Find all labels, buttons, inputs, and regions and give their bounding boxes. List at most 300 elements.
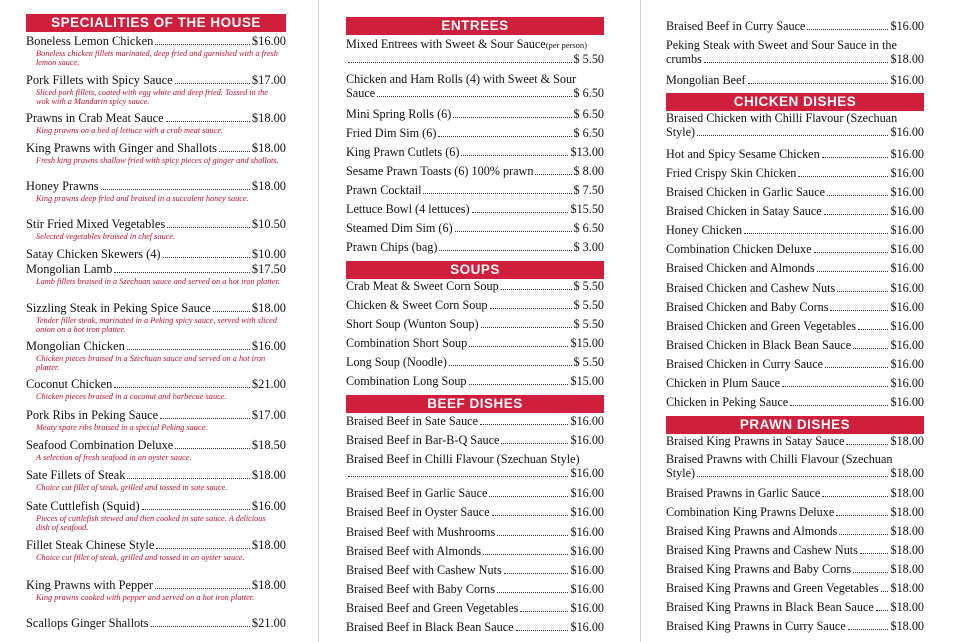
menu-item-price: $18.00 (890, 486, 924, 500)
menu-item-description: Choice cut fillet of steak, grilled and tossed in sate sauce. (36, 483, 228, 492)
menu-item-name: Coconut Chicken (26, 377, 113, 391)
menu-item-description: King prawns on a bed of lettuce with a crab meat sauce. (36, 126, 224, 135)
menu-item-description: Meaty spare ribs braised in a special Peking sauce. (36, 423, 208, 432)
menu-item-price: $18.00 (251, 111, 286, 125)
menu-item-price: $21.00 (251, 616, 286, 630)
menu-item-name: Braised Chicken and Green Vegetables (666, 319, 856, 333)
dot-leader (501, 443, 568, 444)
dot-leader (439, 250, 571, 251)
menu-item (666, 619, 924, 633)
menu-item (346, 505, 604, 519)
menu-item (666, 281, 924, 295)
menu-item-row (346, 486, 604, 500)
menu-item-row (26, 377, 286, 391)
menu-item-name: Crab Meat & Sweet Corn Soup (346, 279, 499, 293)
dot-leader (114, 387, 250, 388)
menu-item-name: Mongolian Chicken (26, 339, 125, 353)
dot-leader (160, 418, 250, 419)
menu-item-price: $16.00 (570, 601, 604, 615)
dot-leader (798, 176, 888, 177)
menu-item-name: Braised Chicken in Black Bean Sauce (666, 338, 852, 352)
menu-item-name: Braised Chicken and Cashew Nuts (666, 281, 836, 295)
menu-item-name-start: Chicken and Ham Rolls (4) with Sweet & Sour (346, 72, 577, 86)
section-heading-beef-dishes: BEEF DISHES (346, 395, 604, 413)
menu-item-row (346, 126, 604, 140)
menu-item-row (26, 217, 286, 231)
menu-item-row (346, 183, 604, 197)
menu-item-price: $18.50 (251, 438, 286, 452)
menu-item-name: Braised Chicken and Baby Corns (666, 300, 829, 314)
menu-item-price: $16.00 (890, 185, 924, 199)
menu-item (666, 581, 924, 595)
dot-leader (827, 195, 888, 196)
menu-item-name-start: Braised Chicken with Chilli Flavour (Szechuan (666, 111, 898, 125)
menu-item-description: Lamb fillets braised in a Szechuan sauce and served on a hot iron platter. (36, 277, 280, 286)
menu-item-name-start: Peking Steak with Sweet and Sour Sauce in the (666, 38, 897, 52)
dot-leader (155, 588, 250, 589)
menu-item (26, 377, 286, 401)
menu-item (346, 221, 604, 235)
menu-item-description: Tender fillet steak, marinated in a Peking spicy sauce, served with sliced onion on a hot iron platter. (36, 316, 277, 334)
dot-leader (438, 136, 571, 137)
dot-leader (166, 121, 250, 122)
menu-item-name: Braised Beef with Cashew Nuts (346, 563, 502, 577)
menu-item-name-start: Braised Beef in Chilli Flavour (Szechuan Style) (346, 452, 580, 466)
menu-item-name: Style) (666, 466, 696, 480)
menu-item-row (26, 616, 286, 630)
menu-item (26, 538, 286, 562)
menu-item (666, 38, 924, 66)
menu-item-row (666, 581, 924, 595)
menu-item-row (26, 499, 286, 513)
dot-leader (790, 405, 888, 406)
menu-item-name: Braised Chicken in Garlic Sauce (666, 185, 826, 199)
menu-item (26, 179, 286, 203)
menu-item-name: Braised Beef in Sate Sauce (346, 414, 478, 428)
menu-item (666, 261, 924, 275)
menu-item-price: $ 6.50 (573, 86, 604, 100)
menu-item-price: $10.00 (251, 247, 286, 261)
menu-item-name: Satay Chicken Skewers (4) (26, 247, 161, 261)
dot-leader (860, 553, 889, 554)
menu-item-name: Stir Fried Mixed Vegetables (26, 217, 166, 231)
menu-item-name-start: Braised Prawns with Chilli Flavour (Szechuan (666, 452, 893, 466)
menu-item-name: Mini Spring Rolls (6) (346, 107, 452, 121)
menu-item (346, 414, 604, 428)
menu-item-row (346, 202, 604, 216)
menu-item-price: $16.00 (890, 125, 924, 139)
menu-item-price: $ 5.50 (573, 298, 604, 312)
menu-item (26, 247, 286, 261)
menu-item-row (666, 434, 924, 448)
menu-item (346, 145, 604, 159)
menu-item-row (666, 543, 924, 557)
menu-item-price: $16.00 (890, 166, 924, 180)
dot-leader (469, 384, 569, 385)
dot-leader (846, 444, 888, 445)
dot-leader (461, 155, 568, 156)
menu-item (666, 242, 924, 256)
menu-item-price: $ 6.50 (573, 107, 604, 121)
menu-item-price: $17.50 (251, 262, 286, 276)
menu-item-description: A selection of fresh seafood in an oyster sauce. (36, 453, 192, 462)
menu-item-row (26, 468, 286, 482)
menu-item-row (666, 486, 924, 500)
menu-item-name-line (666, 452, 924, 466)
menu-item-description: King prawns cooked with pepper and served on a hot iron platter. (36, 593, 255, 602)
menu-item-price: $13.00 (570, 145, 604, 159)
dot-leader (822, 496, 888, 497)
dot-leader (744, 233, 888, 234)
menu-item-price: $16.00 (570, 466, 604, 480)
menu-item (346, 164, 604, 178)
menu-item-row (346, 336, 604, 350)
menu-item-price: $18.00 (251, 141, 286, 155)
menu-item-name: Sesame Prawn Toasts (6) 100% prawn (346, 164, 534, 178)
dot-leader (825, 367, 888, 368)
menu-item (26, 141, 286, 165)
menu-item-name: Braised King Prawns in Satay Sauce (666, 434, 845, 448)
menu-item-row (346, 86, 604, 100)
menu-item-price: $16.00 (890, 242, 924, 256)
menu-item (666, 166, 924, 180)
menu-item (346, 126, 604, 140)
menu-item-price: $18.00 (251, 468, 286, 482)
menu-item-row (346, 466, 604, 480)
menu-item-row (26, 179, 286, 193)
menu-item (666, 185, 924, 199)
menu-item-row (346, 52, 604, 66)
menu-item (666, 300, 924, 314)
menu-item-row (26, 141, 286, 155)
menu-item (346, 620, 604, 634)
menu-item-name: Braised Beef in Oyster Sauce (346, 505, 490, 519)
menu-item-name: Boneless Lemon Chicken (26, 34, 154, 48)
menu-item (26, 217, 286, 241)
menu-item-name: Steamed Dim Sim (6) (346, 221, 453, 235)
menu-item-name: Mongolian Beef (666, 73, 746, 87)
menu-item-row (666, 319, 924, 333)
menu-item-name-line (346, 452, 604, 466)
dot-leader (127, 478, 249, 479)
menu-item (666, 319, 924, 333)
menu-item-row (666, 52, 924, 66)
menu-item (346, 563, 604, 577)
menu-item-row (666, 600, 924, 614)
menu-item (26, 111, 286, 135)
dot-leader (453, 117, 571, 118)
menu-item (346, 374, 604, 388)
menu-item-name-line (666, 111, 924, 125)
menu-item-row (346, 414, 604, 428)
menu-item-name: King Prawns with Pepper (26, 578, 153, 592)
menu-item-name: Braised Beef in Black Bean Sauce (346, 620, 514, 634)
menu-item-name: Braised Chicken in Satay Sauce (666, 204, 822, 218)
menu-item-price: $ 5.50 (573, 317, 604, 331)
dot-leader (377, 96, 571, 97)
menu-item-name: Seafood Combination Deluxe (26, 438, 174, 452)
menu-item-price: $18.00 (251, 179, 286, 193)
menu-item (346, 486, 604, 500)
dot-leader (504, 573, 569, 574)
menu-item-row (666, 466, 924, 480)
dot-leader (114, 272, 250, 273)
menu-item-name: Pork Fillets with Spicy Sauce (26, 73, 173, 87)
menu-item-description: Sliced pork fillets, coated with egg white and deep fried. Tossed in the wok with a Mandarin spicy sauce. (36, 88, 268, 106)
menu-item-price: $16.00 (251, 34, 286, 48)
menu-item-row (666, 261, 924, 275)
dot-leader (807, 29, 888, 30)
dot-leader (472, 212, 569, 213)
dot-leader (480, 424, 568, 425)
dot-leader (167, 227, 250, 228)
menu-item-description: Pieces of cuttlefish stewed and then cooked in sate sauce. A delicious dish of seafood. (36, 514, 266, 532)
menu-item-name: Fillet Steak Chinese Style (26, 538, 155, 552)
menu-item (666, 452, 924, 480)
dot-leader (163, 257, 250, 258)
menu-item-row (26, 34, 286, 48)
menu-item-price: $17.00 (251, 408, 286, 422)
menu-item-description: Selected vegetables braised in chef sauce. (36, 232, 176, 241)
dot-leader (155, 44, 250, 45)
menu-item-name: Scallops Ginger Shallots (26, 616, 149, 630)
dot-leader (704, 62, 889, 63)
menu-item (26, 408, 286, 432)
menu-item-name-line (346, 37, 604, 52)
menu-item-price: $16.00 (890, 281, 924, 295)
menu-item-row (346, 317, 604, 331)
menu-item-row (666, 19, 924, 33)
menu-item-row (666, 395, 924, 409)
menu-item-row (666, 125, 924, 139)
page-fold-right (640, 0, 641, 642)
menu-item-price: $ 5.50 (573, 279, 604, 293)
menu-item-name: Prawn Cocktail (346, 183, 422, 197)
menu-item-name: Honey Chicken (666, 223, 743, 237)
menu-item-row (346, 582, 604, 596)
menu-item-row (666, 147, 924, 161)
menu-item-description: Fresh king prawns shallow fried with spicy pieces of ginger and shallots. (36, 156, 279, 165)
menu-item-row (346, 525, 604, 539)
menu-item-row (666, 619, 924, 633)
menu-item (346, 601, 604, 615)
menu-item-row (346, 601, 604, 615)
menu-item-price: $16.00 (570, 414, 604, 428)
menu-item-row (346, 221, 604, 235)
dot-leader (497, 592, 569, 593)
menu-item-name-line (666, 38, 924, 52)
menu-item-name: Hot and Spicy Sesame Chicken (666, 147, 820, 161)
menu-item-note: (per person) (545, 40, 588, 50)
menu-item-price: $16.00 (251, 499, 286, 513)
section-heading-prawn-dishes: PRAWN DISHES (666, 416, 924, 434)
menu-item (26, 578, 286, 602)
menu-item (26, 73, 286, 106)
menu-item (666, 338, 924, 352)
menu-item-name: Braised Beef in Garlic Sauce (346, 486, 488, 500)
menu-item-row (666, 524, 924, 538)
menu-item-price: $16.00 (890, 395, 924, 409)
menu-item (666, 19, 924, 33)
menu-item-row (26, 247, 286, 261)
menu-item-row (666, 300, 924, 314)
menu-item (666, 600, 924, 614)
menu-item-price: $16.00 (890, 261, 924, 275)
menu-item (666, 395, 924, 409)
section-heading-soups: SOUPS (346, 261, 604, 279)
menu-item (346, 433, 604, 447)
menu-item-price: $16.00 (890, 338, 924, 352)
menu-item-row (26, 73, 286, 87)
menu-item-row (346, 145, 604, 159)
menu-item-price: $18.00 (890, 505, 924, 519)
menu-item-description: Chicken pieces braised in a Szechuan sauce and served on a hot iron platter. (36, 354, 266, 372)
menu-item (666, 147, 924, 161)
menu-item-row (346, 107, 604, 121)
menu-item (346, 107, 604, 121)
dot-leader (501, 289, 572, 290)
menu-item-name: Braised Beef with Almonds (346, 544, 482, 558)
menu-item-price: $16.00 (251, 339, 286, 353)
dot-leader (455, 231, 572, 232)
menu-item-row (346, 240, 604, 254)
dot-leader (219, 151, 250, 152)
menu-item-row (26, 339, 286, 353)
menu-item-name: Lettuce Bowl (4 lettuces) (346, 202, 470, 216)
menu-item-price: $10.50 (251, 217, 286, 231)
dot-leader (837, 291, 888, 292)
menu-item-row (346, 298, 604, 312)
dot-leader (492, 515, 569, 516)
menu-item (346, 355, 604, 369)
menu-item-price: $16.00 (890, 376, 924, 390)
dot-leader (483, 554, 568, 555)
menu-item-row (666, 562, 924, 576)
dot-leader (481, 327, 572, 328)
menu-item-row (346, 164, 604, 178)
dot-leader (824, 214, 889, 215)
menu-item-name: King Prawns with Ginger and Shallots (26, 141, 218, 155)
menu-item (666, 111, 924, 139)
menu-item-price: $ 5.50 (573, 355, 604, 369)
dot-leader (697, 476, 888, 477)
menu-item-row (666, 376, 924, 390)
menu-item (346, 202, 604, 216)
dot-leader (822, 157, 889, 158)
dot-leader (469, 346, 568, 347)
menu-item-price: $16.00 (890, 319, 924, 333)
menu-item (26, 339, 286, 372)
dot-leader (175, 83, 250, 84)
menu-item-name: Braised King Prawns in Black Bean Sauce (666, 600, 874, 614)
menu-item-name: Combination King Prawns Deluxe (666, 505, 835, 519)
dot-leader (853, 572, 888, 573)
menu-item-price: $18.00 (890, 434, 924, 448)
menu-item-name: Sate Cuttlefish (Squid) (26, 499, 140, 513)
menu-item-name: Sate Fillets of Steak (26, 468, 126, 482)
dot-leader (748, 83, 889, 84)
dot-leader (814, 252, 889, 253)
menu-item-price: $18.00 (890, 600, 924, 614)
menu-item-price: $18.00 (251, 538, 286, 552)
menu-item-description: King prawns deep fried and braised in a succulent honey sauce. (36, 194, 249, 203)
menu-item (26, 262, 286, 286)
menu-item-name: Short Soup (Wunton Soup) (346, 317, 479, 331)
menu-item-price: $18.00 (890, 619, 924, 633)
dot-leader (497, 535, 568, 536)
menu-item (666, 357, 924, 371)
dot-leader (782, 386, 888, 387)
menu-item (26, 468, 286, 492)
dot-leader (213, 311, 250, 312)
menu-item (346, 582, 604, 596)
menu-item (346, 525, 604, 539)
dot-leader (423, 193, 571, 194)
menu-item-name: Braised Prawns in Garlic Sauce (666, 486, 821, 500)
dot-leader (876, 610, 889, 611)
menu-item (346, 37, 604, 66)
menu-item-price: $16.00 (570, 486, 604, 500)
menu-item-name: Braised Beef and Green Vegetables (346, 601, 519, 615)
menu-item-description: Choice cut fillet of steak, grilled and tossed in an oyster sauce. (36, 553, 245, 562)
menu-item-row (666, 73, 924, 87)
menu-item (666, 543, 924, 557)
menu-item-name: Combination Long Soup (346, 374, 467, 388)
menu-item-name: Combination Short Soup (346, 336, 468, 350)
dot-leader (858, 329, 889, 330)
menu-item (346, 72, 604, 100)
menu-item-price: $21.00 (251, 377, 286, 391)
menu-item-name: Fried Crispy Skin Chicken (666, 166, 797, 180)
menu-item-name-line (346, 72, 604, 86)
dot-leader (830, 310, 888, 311)
menu-item-row (346, 279, 604, 293)
menu-item-row (26, 301, 286, 315)
menu-item (346, 317, 604, 331)
menu-item (26, 438, 286, 462)
menu-item-price: $15.50 (570, 202, 604, 216)
dot-leader (520, 611, 568, 612)
menu-item-row (666, 242, 924, 256)
menu-item-price: $16.00 (570, 620, 604, 634)
menu-item-name: Braised Chicken and Almonds (666, 261, 815, 275)
menu-item-description: Chicken pieces braised in a coconut and barbecue sauce. (36, 392, 227, 401)
menu-item (666, 204, 924, 218)
menu-item-price: $16.00 (890, 300, 924, 314)
menu-item-price: $16.00 (890, 147, 924, 161)
menu-item-price: $ 6.50 (573, 221, 604, 235)
menu-item (346, 279, 604, 293)
menu-item-name: Braised King Prawns and Baby Corns (666, 562, 852, 576)
menu-item-row (346, 563, 604, 577)
menu-item-price: $ 7.50 (573, 183, 604, 197)
menu-item (26, 499, 286, 532)
dot-leader (836, 515, 888, 516)
menu-item-price: $16.00 (570, 563, 604, 577)
menu-item-name: Sizzling Steak in Peking Spice Sauce (26, 301, 211, 315)
section-heading-chicken-dishes: CHICKEN DISHES (666, 93, 924, 111)
menu-item (666, 562, 924, 576)
menu-item (346, 452, 604, 480)
menu-item-name: Prawn Chips (bag) (346, 240, 438, 254)
dot-leader (156, 548, 250, 549)
dot-leader (489, 496, 568, 497)
menu-item-name: Chicken in Plum Sauce (666, 376, 781, 390)
dot-leader (449, 365, 572, 366)
menu-item-price: $ 6.50 (573, 126, 604, 140)
menu-item-row (346, 355, 604, 369)
menu-item-price: $16.00 (890, 204, 924, 218)
